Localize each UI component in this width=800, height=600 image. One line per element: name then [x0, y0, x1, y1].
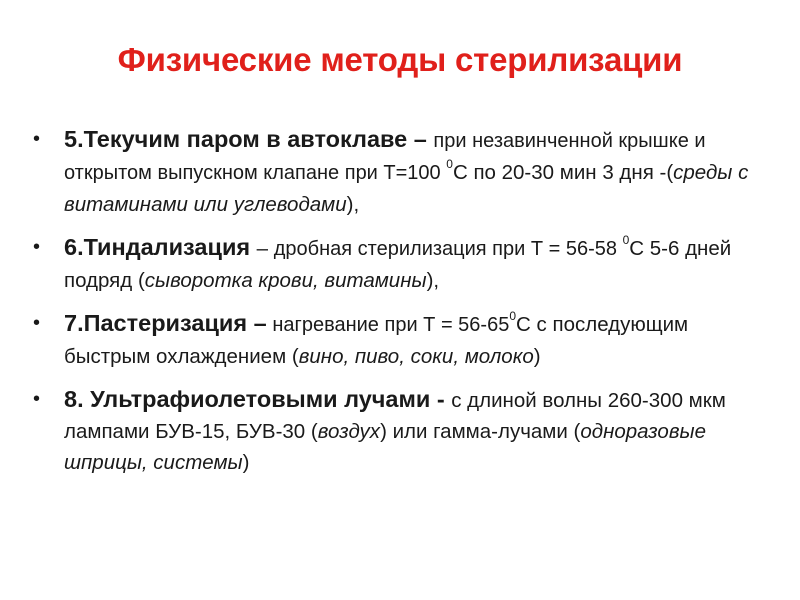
methods-list	[30, 124, 770, 490]
item-text: дробная стерилизация при Т = 56-58	[273, 238, 623, 260]
item-text: ),	[426, 269, 440, 292]
item-text: С 5-6 дней подряд (	[64, 237, 732, 292]
degree-superscript: 0	[446, 157, 453, 172]
item-separator: –	[256, 237, 274, 260]
bullet-icon: •	[33, 312, 41, 334]
item-text: нагревание при Т = 56-65	[272, 314, 510, 336]
item-example: сыворотка крови, витамины	[144, 269, 427, 292]
item-example: воздух	[317, 420, 381, 443]
slide-title: Физические методы стерилизации	[117, 41, 683, 78]
bullet-icon: •	[33, 236, 41, 258]
item-heading: 7.Пастеризация –	[64, 310, 267, 336]
list-item-ultraviolet	[30, 384, 770, 478]
item-text: ) или гамма-лучами (	[380, 420, 581, 443]
bullet-icon: •	[33, 128, 41, 150]
item-text: С по 20-30 мин 3 дня -(	[452, 161, 674, 184]
degree-superscript: 0	[509, 309, 517, 324]
list-item-tyndallization	[30, 232, 770, 296]
item-text: ),	[346, 193, 360, 216]
item-text: )	[533, 345, 541, 368]
item-example: вино, пиво, соки, молоко	[298, 345, 534, 368]
item-text: )	[242, 451, 250, 474]
degree-superscript: 0	[622, 233, 630, 248]
item-heading: 8. Ультрафиолетовыми лучами	[64, 386, 431, 412]
item-text: С с последующим быстрым охлаждением (	[64, 313, 689, 368]
list-item-pasteurization	[30, 308, 770, 372]
list-item-steam	[30, 124, 770, 220]
item-heading: 5.Текучим паром в автоклаве	[64, 126, 408, 152]
item-example: одноразовые шприцы, системы	[64, 420, 707, 474]
item-heading: 6.Тиндализация	[64, 234, 257, 260]
item-text: с длиной волны 260-300 мкм лампами БУВ-15, БУВ-30 (	[64, 389, 726, 443]
bullet-icon: •	[33, 388, 41, 410]
item-separator: –	[407, 126, 434, 152]
item-example: среды с витаминами или углеводами	[64, 161, 749, 216]
item-separator: -	[430, 386, 452, 412]
item-text: при незавинченной крышке и открытом выпускном клапане при Т=100	[64, 130, 706, 184]
